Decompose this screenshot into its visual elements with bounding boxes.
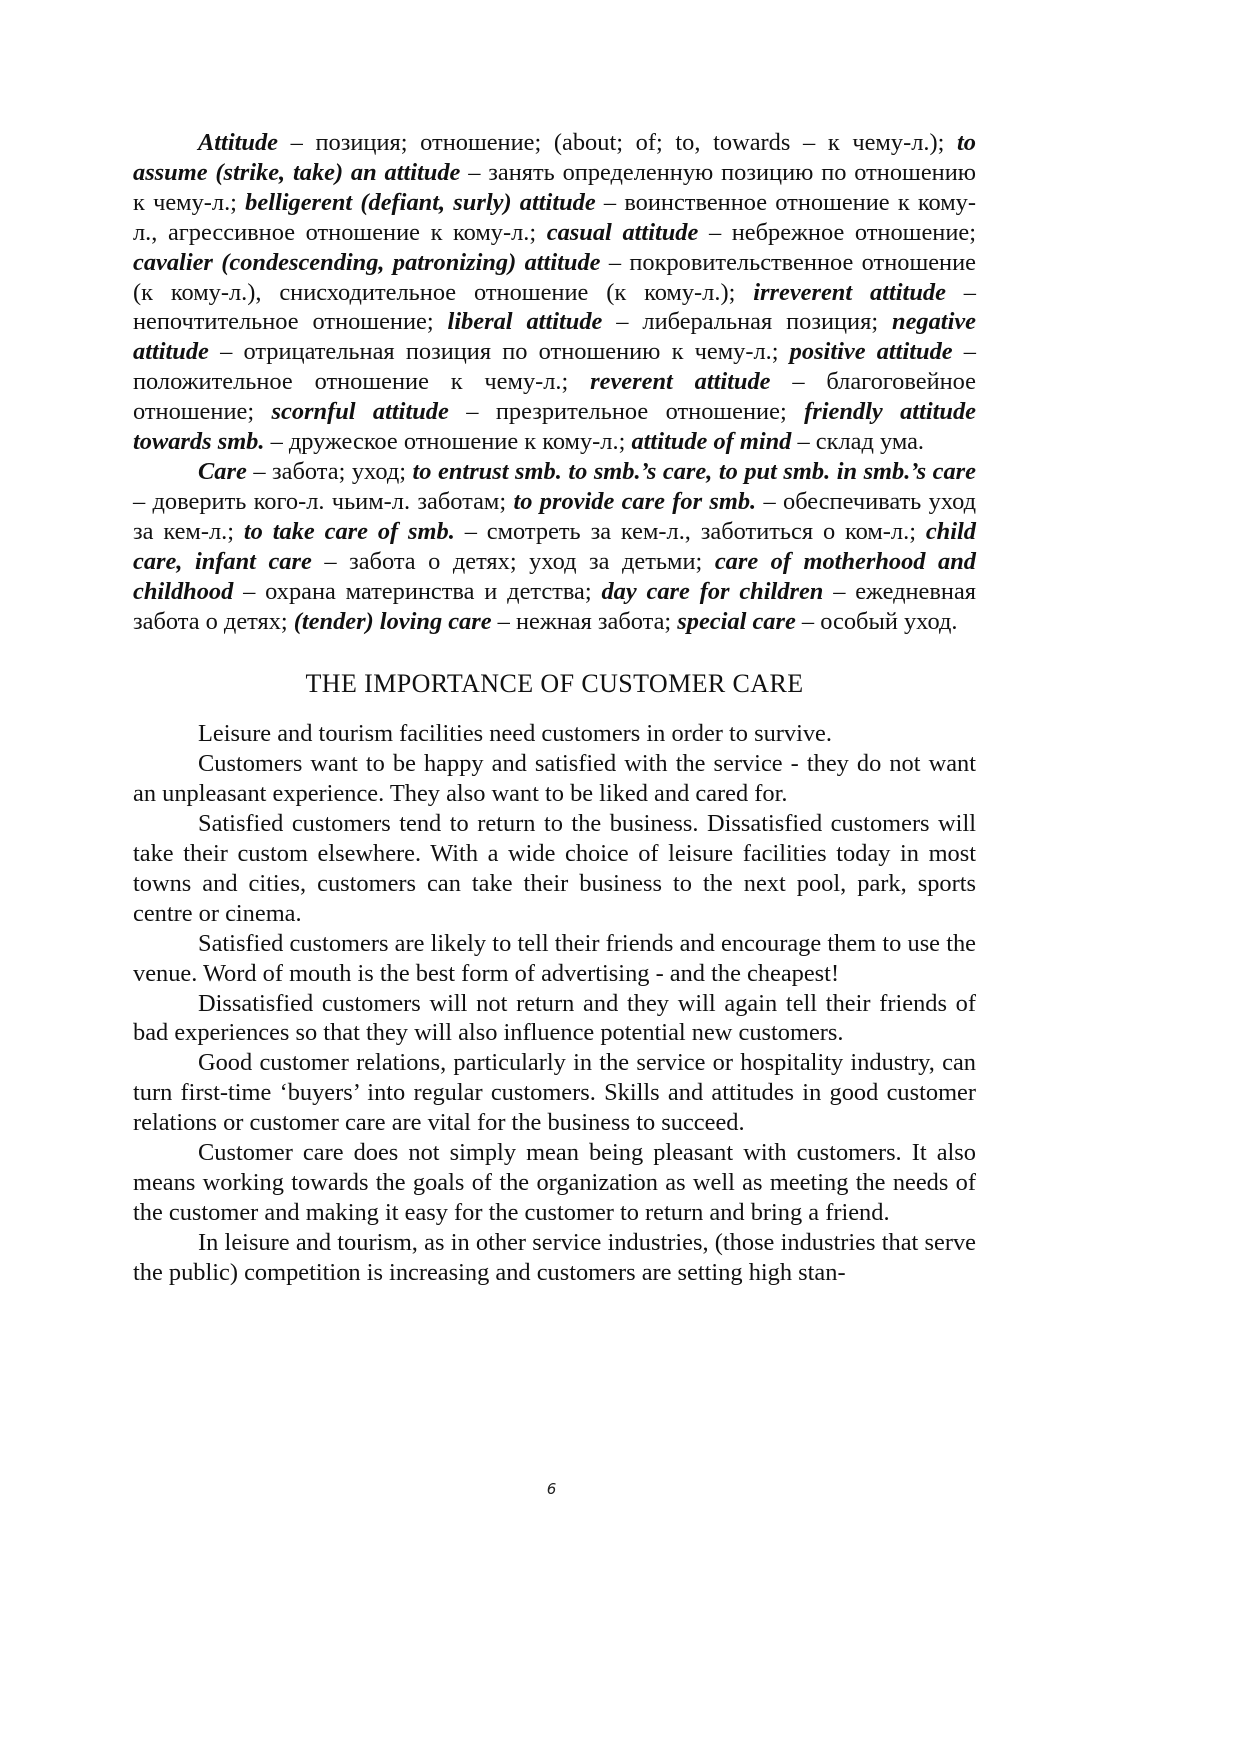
- glossary-term: irreverent attitude: [753, 278, 946, 306]
- body-text: [133, 719, 976, 1287]
- glossary-definition: – доверить кого-л. чьим-л. заботам;: [133, 487, 514, 515]
- glossary-definition: – ежедневная забота о детях;: [133, 577, 976, 635]
- body-paragraph: Satisfied customers tend to return to the business. Dissatisfied customers will take their custom elsewhere. With a wide choice of leisure facilities today in most towns and cities, customers can take their business to the next pool, park, sports centre or cinema.: [133, 810, 976, 927]
- page-number: 6: [546, 1480, 557, 1498]
- body-paragraph: Customers want to be happy and satisfied with the service - they do not want an unpleasant experience. They also want to be liked and cared for.: [133, 750, 976, 808]
- glossary-definition: – воинственное отношение к кому-л., агрессивное отношение к кому-л.;: [133, 188, 976, 246]
- glossary-definition: – либеральная позиция;: [602, 308, 893, 336]
- glossary-term: (tender) loving care: [293, 607, 492, 635]
- glossary-definition: – обеспечивать уход за кем-л.;: [133, 487, 976, 545]
- glossary-entry: [133, 128, 976, 457]
- glossary-term: belligerent (defiant, surly) attitude: [245, 188, 596, 216]
- glossary-definition: – особый уход.: [795, 607, 958, 635]
- glossary-term: negative attitude: [133, 308, 977, 366]
- document-page: [133, 128, 976, 1288]
- section-title: THE IMPORTANCE OF CUSTOMER CARE: [305, 669, 804, 699]
- glossary-term: special care: [677, 607, 796, 635]
- glossary-definition: – небрежное отношение;: [698, 218, 976, 246]
- glossary-term: to provide care for smb.: [513, 487, 757, 515]
- body-paragraph: Good customer relations, particularly in the service or hospitality industry, can turn first-time ‘buyers’ into regular customers. Skills and attitudes in good customer relations or customer care are vital for the business to succeed.: [133, 1049, 976, 1137]
- glossary-term: casual attitude: [546, 218, 699, 246]
- glossary-term: to assume (strike, take) an attitude: [133, 129, 976, 186]
- glossary-definition: – положительное отношение к чему-л.;: [133, 338, 976, 396]
- glossary-term: cavalier (condescending, patronizing) attitude: [133, 248, 601, 276]
- glossary-definition: – благоговейное отношение;: [133, 368, 976, 426]
- glossary-definition: – забота о детях; уход за детьми;: [311, 547, 715, 575]
- glossary-section: [133, 128, 976, 636]
- glossary-term: to take care of smb.: [243, 517, 455, 545]
- glossary-definition: – охрана материнства и детства;: [233, 577, 602, 605]
- glossary-term: Care: [198, 457, 247, 485]
- glossary-term: care of motherhood and childhood: [133, 547, 976, 605]
- body-paragraph: Dissatisfied customers will not return and they will again tell their friends of bad experiences so that they will also influence potential new customers.: [133, 989, 976, 1047]
- glossary-term: to entrust smb. to smb.’s care, to put smb. in smb.’s care: [412, 457, 976, 485]
- glossary-definition: – дружеское отношение к кому-л.;: [264, 428, 632, 456]
- glossary-definition: – презрительное отношение;: [448, 398, 805, 426]
- body-paragraph: Leisure and tourism facilities need customers in order to survive.: [198, 720, 832, 748]
- glossary-term: reverent attitude: [590, 368, 771, 396]
- glossary-term: liberal attitude: [447, 308, 603, 336]
- glossary-term: positive attitude: [789, 338, 953, 366]
- glossary-entry: [133, 457, 976, 636]
- glossary-term: day care for children: [601, 577, 824, 605]
- glossary-definition: – нежная забота;: [491, 607, 678, 635]
- body-paragraph: Satisfied customers are likely to tell their friends and encourage them to use the venue. Word of mouth is the best form of advertising - and the cheapest!: [133, 929, 976, 987]
- glossary-term: attitude of mind: [631, 428, 792, 456]
- glossary-definition: – занять определенную позицию по отношению к чему-л.;: [133, 158, 976, 216]
- glossary-definition: – забота; уход;: [246, 457, 413, 485]
- body-paragraph: In leisure and tourism, as in other service industries, (those industries that serve the public) competition is increasing and customers are setting high stan-: [133, 1228, 976, 1286]
- glossary-definition: – непочтительное отношение;: [133, 278, 976, 336]
- glossary-term: Attitude: [198, 129, 278, 156]
- body-paragraph: Customer care does not simply mean being pleasant with customers. It also means working towards the goals of the organization as well as meeting the needs of the customer and making it easy for the customer to return and bring a friend.: [133, 1139, 976, 1226]
- glossary-term: child care, infant care: [133, 517, 976, 575]
- glossary-definition: – позиция; отношение; (about; of; to, towards – к чему-л.);: [277, 129, 958, 156]
- glossary-definition: – отрицательная позиция по отношению к чему-л.;: [208, 338, 790, 366]
- glossary-definition: – смотреть за кем-л., заботиться о ком-л.;: [454, 517, 926, 545]
- glossary-term: friendly attitude towards smb.: [133, 398, 976, 456]
- glossary-definition: – склад ума.: [791, 428, 925, 456]
- glossary-definition: – покровительственное отношение (к кому-л.), снисходительное отношение (к кому-л.);: [133, 248, 976, 306]
- glossary-term: scornful attitude: [271, 398, 449, 426]
